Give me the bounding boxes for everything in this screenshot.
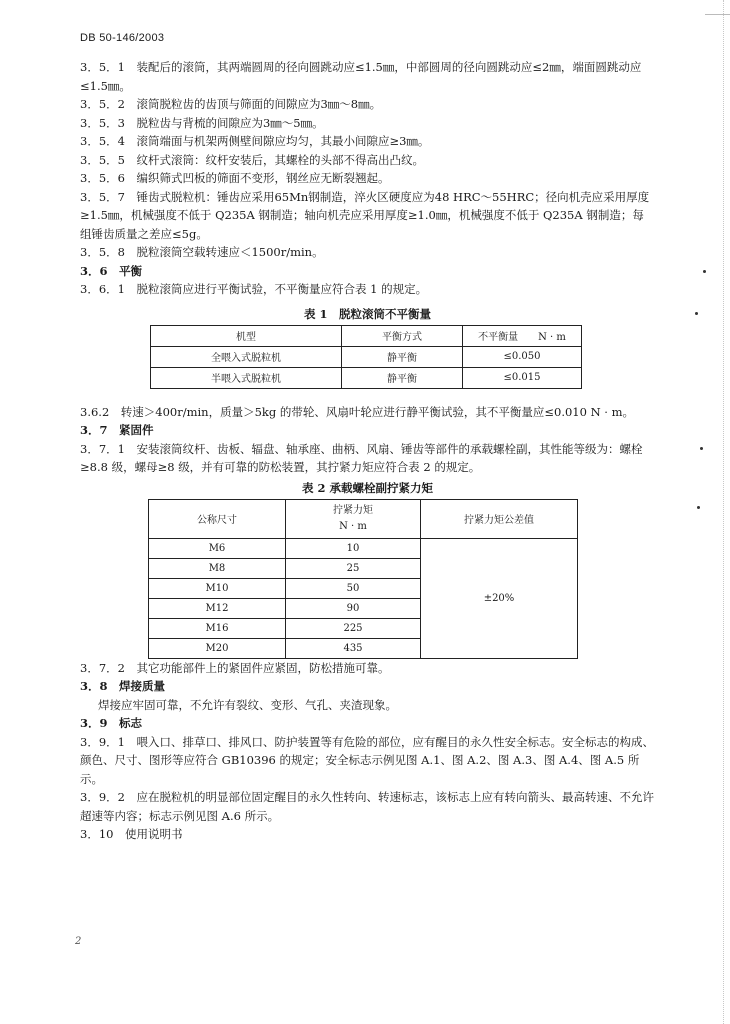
table-cell: 全喂入式脱粒机: [151, 346, 342, 367]
table-header-cell: 机型: [151, 325, 342, 346]
torque-header-unit: N · m: [339, 520, 367, 532]
section-heading-3-8: 3．8 焊接质量: [80, 679, 166, 693]
table-cell: 50: [286, 578, 421, 598]
clause-3-5-6: 3．5．6 编织筛式凹板的筛面不变形，钢丝应无断裂翘起。: [80, 171, 390, 185]
clause-3-5-8: 3．5．8 脱粒滚筒空载转速应＜1500r/min。: [80, 245, 324, 259]
scan-artifact-top: [705, 0, 730, 15]
table-header-row: [151, 325, 582, 346]
table-cell: 90: [286, 598, 421, 618]
table-row: [149, 538, 578, 558]
table1-unbalance: [150, 325, 582, 389]
table-cell: ≤0.015: [463, 367, 582, 388]
table-cell: 25: [286, 558, 421, 578]
table-cell: M20: [149, 638, 286, 658]
scan-speck: [695, 312, 698, 315]
table-header-cell: 公称尺寸: [149, 499, 286, 538]
table-cell: 静平衡: [342, 367, 463, 388]
table-header-cell: 不平衡量 N · m: [463, 325, 582, 346]
table2-caption: 表 2 承载螺栓副拧紧力矩: [301, 480, 433, 495]
table-cell: 225: [286, 618, 421, 638]
table-cell: M16: [149, 618, 286, 638]
scan-speck: [700, 447, 703, 450]
table-row: [151, 346, 582, 367]
scan-speck: [703, 270, 706, 273]
table-header-cell: [286, 499, 421, 538]
table-cell: 静平衡: [342, 346, 463, 367]
torque-header-label: 拧紧力矩: [333, 504, 373, 516]
section-heading-3-6: 3．6 平衡: [80, 263, 143, 278]
table-cell: M6: [149, 538, 286, 558]
section-heading-3-9: 3．9 标志: [80, 716, 143, 730]
clause-3-5-3: 3．5．3 脱粒齿与背梳的间隙应为3㎜～5㎜。: [80, 115, 324, 130]
clause-3-8-text: 焊接应牢固可靠，不允许有裂纹、变形、气孔、夹渣现象。: [98, 697, 397, 712]
document-body: [80, 58, 655, 844]
scan-artifact-edge: [721, 0, 724, 1024]
page-number: 2: [75, 936, 82, 947]
table-header-cell: 平衡方式: [342, 325, 463, 346]
table-cell: M8: [149, 558, 286, 578]
clause-3-6-2: 3.6.2 转速＞400r/min，质量＞5kg 的带轮、风扇叶轮应进行静平衡试验，其不平衡量应≤0.010 N · m。: [80, 404, 635, 419]
section-heading-3-10: 3．10 使用说明书: [80, 827, 183, 841]
clause-3-7-1: 3．7．1 安装滚筒纹杆、齿板、辐盘、轴承座、曲柄、风扇、锤齿等部件的承载螺栓副，其性能等级为：螺栓≥8.8 级，螺母≥8 级，并有可靠的防松装置，其拧紧力矩应符合表 2 的规定。: [80, 441, 643, 474]
clause-3-9-2: 3．9．2 应在脱粒机的明显部位固定醒目的永久性转向、转速标志，该标志上应有转向箭头、最高转速、不允许超速等内容；标志示例见图 A.6 所示。: [80, 790, 654, 823]
clause-3-5-2: 3．5．2 滚筒脱粒齿的齿顶与筛面的间隙应为3㎜～8㎜。: [80, 97, 382, 111]
table-cell: 435: [286, 638, 421, 658]
table-cell: M10: [149, 578, 286, 598]
clause-3-5-5: 3．5．5 纹杆式滚筒：纹杆安装后，其螺栓的头部不得高出凸纹。: [80, 152, 424, 167]
scan-speck: [697, 506, 700, 509]
clause-3-7-2: 3．7．2 其它功能部件上的紧固件应紧固，防松措施可靠。: [80, 660, 390, 675]
table1-caption: 表 1 脱粒滚筒不平衡量: [303, 306, 431, 321]
table-header-cell: 拧紧力矩公差值: [421, 499, 578, 538]
table-row: [151, 367, 582, 388]
table-cell: 10: [286, 538, 421, 558]
document-header: DB 50-146/2003: [80, 32, 165, 44]
clause-3-6-1: 3．6．1 脱粒滚筒应进行平衡试验，不平衡量应符合表 1 的规定。: [80, 282, 428, 296]
clause-3-5-7: 3．5．7 锤齿式脱粒机：锤齿应采用65Mn钢制造，淬火区硬度应为48 HRC～55HRC；径向机壳应采用厚度≥1.5㎜，机械强度不低于 Q235A 钢制造；轴向机壳应采用厚度≥1.0㎜，机械强度不低于 Q235A 钢制造；每组锤齿质量之差应≤5g。: [80, 189, 650, 241]
table-header-row: [149, 499, 578, 538]
clause-3-9-1: 3．9．1 喂入口、排草口、排风口、防护装置等有危险的部位，应有醒目的永久性安全标志。安全标志的构成、颜色、尺寸、图形等应符合 GB10396 的规定；安全标志示例见图 A.1、图 A.2、图 A.3、图 A.4、图 A.5 所示。: [80, 734, 654, 786]
clause-3-5-1: 3．5．1 装配后的滚筒，其两端圆周的径向圆跳动应≤1.5㎜，中部圆周的径向圆跳动应≤2㎜，端面圆跳动应≤1.5㎜。: [80, 60, 642, 93]
table-cell: 半喂入式脱粒机: [151, 367, 342, 388]
clause-3-5-4: 3．5．4 滚筒端面与机架两侧壁间隙应均匀，其最小间隙应≥3㎜。: [80, 134, 430, 148]
tolerance-cell: ±20%: [421, 538, 578, 658]
section-heading-3-7: 3．7 紧固件: [80, 423, 154, 437]
table-cell: M12: [149, 598, 286, 618]
table-cell: ≤0.050: [463, 346, 582, 367]
table2-torque: [148, 499, 578, 659]
